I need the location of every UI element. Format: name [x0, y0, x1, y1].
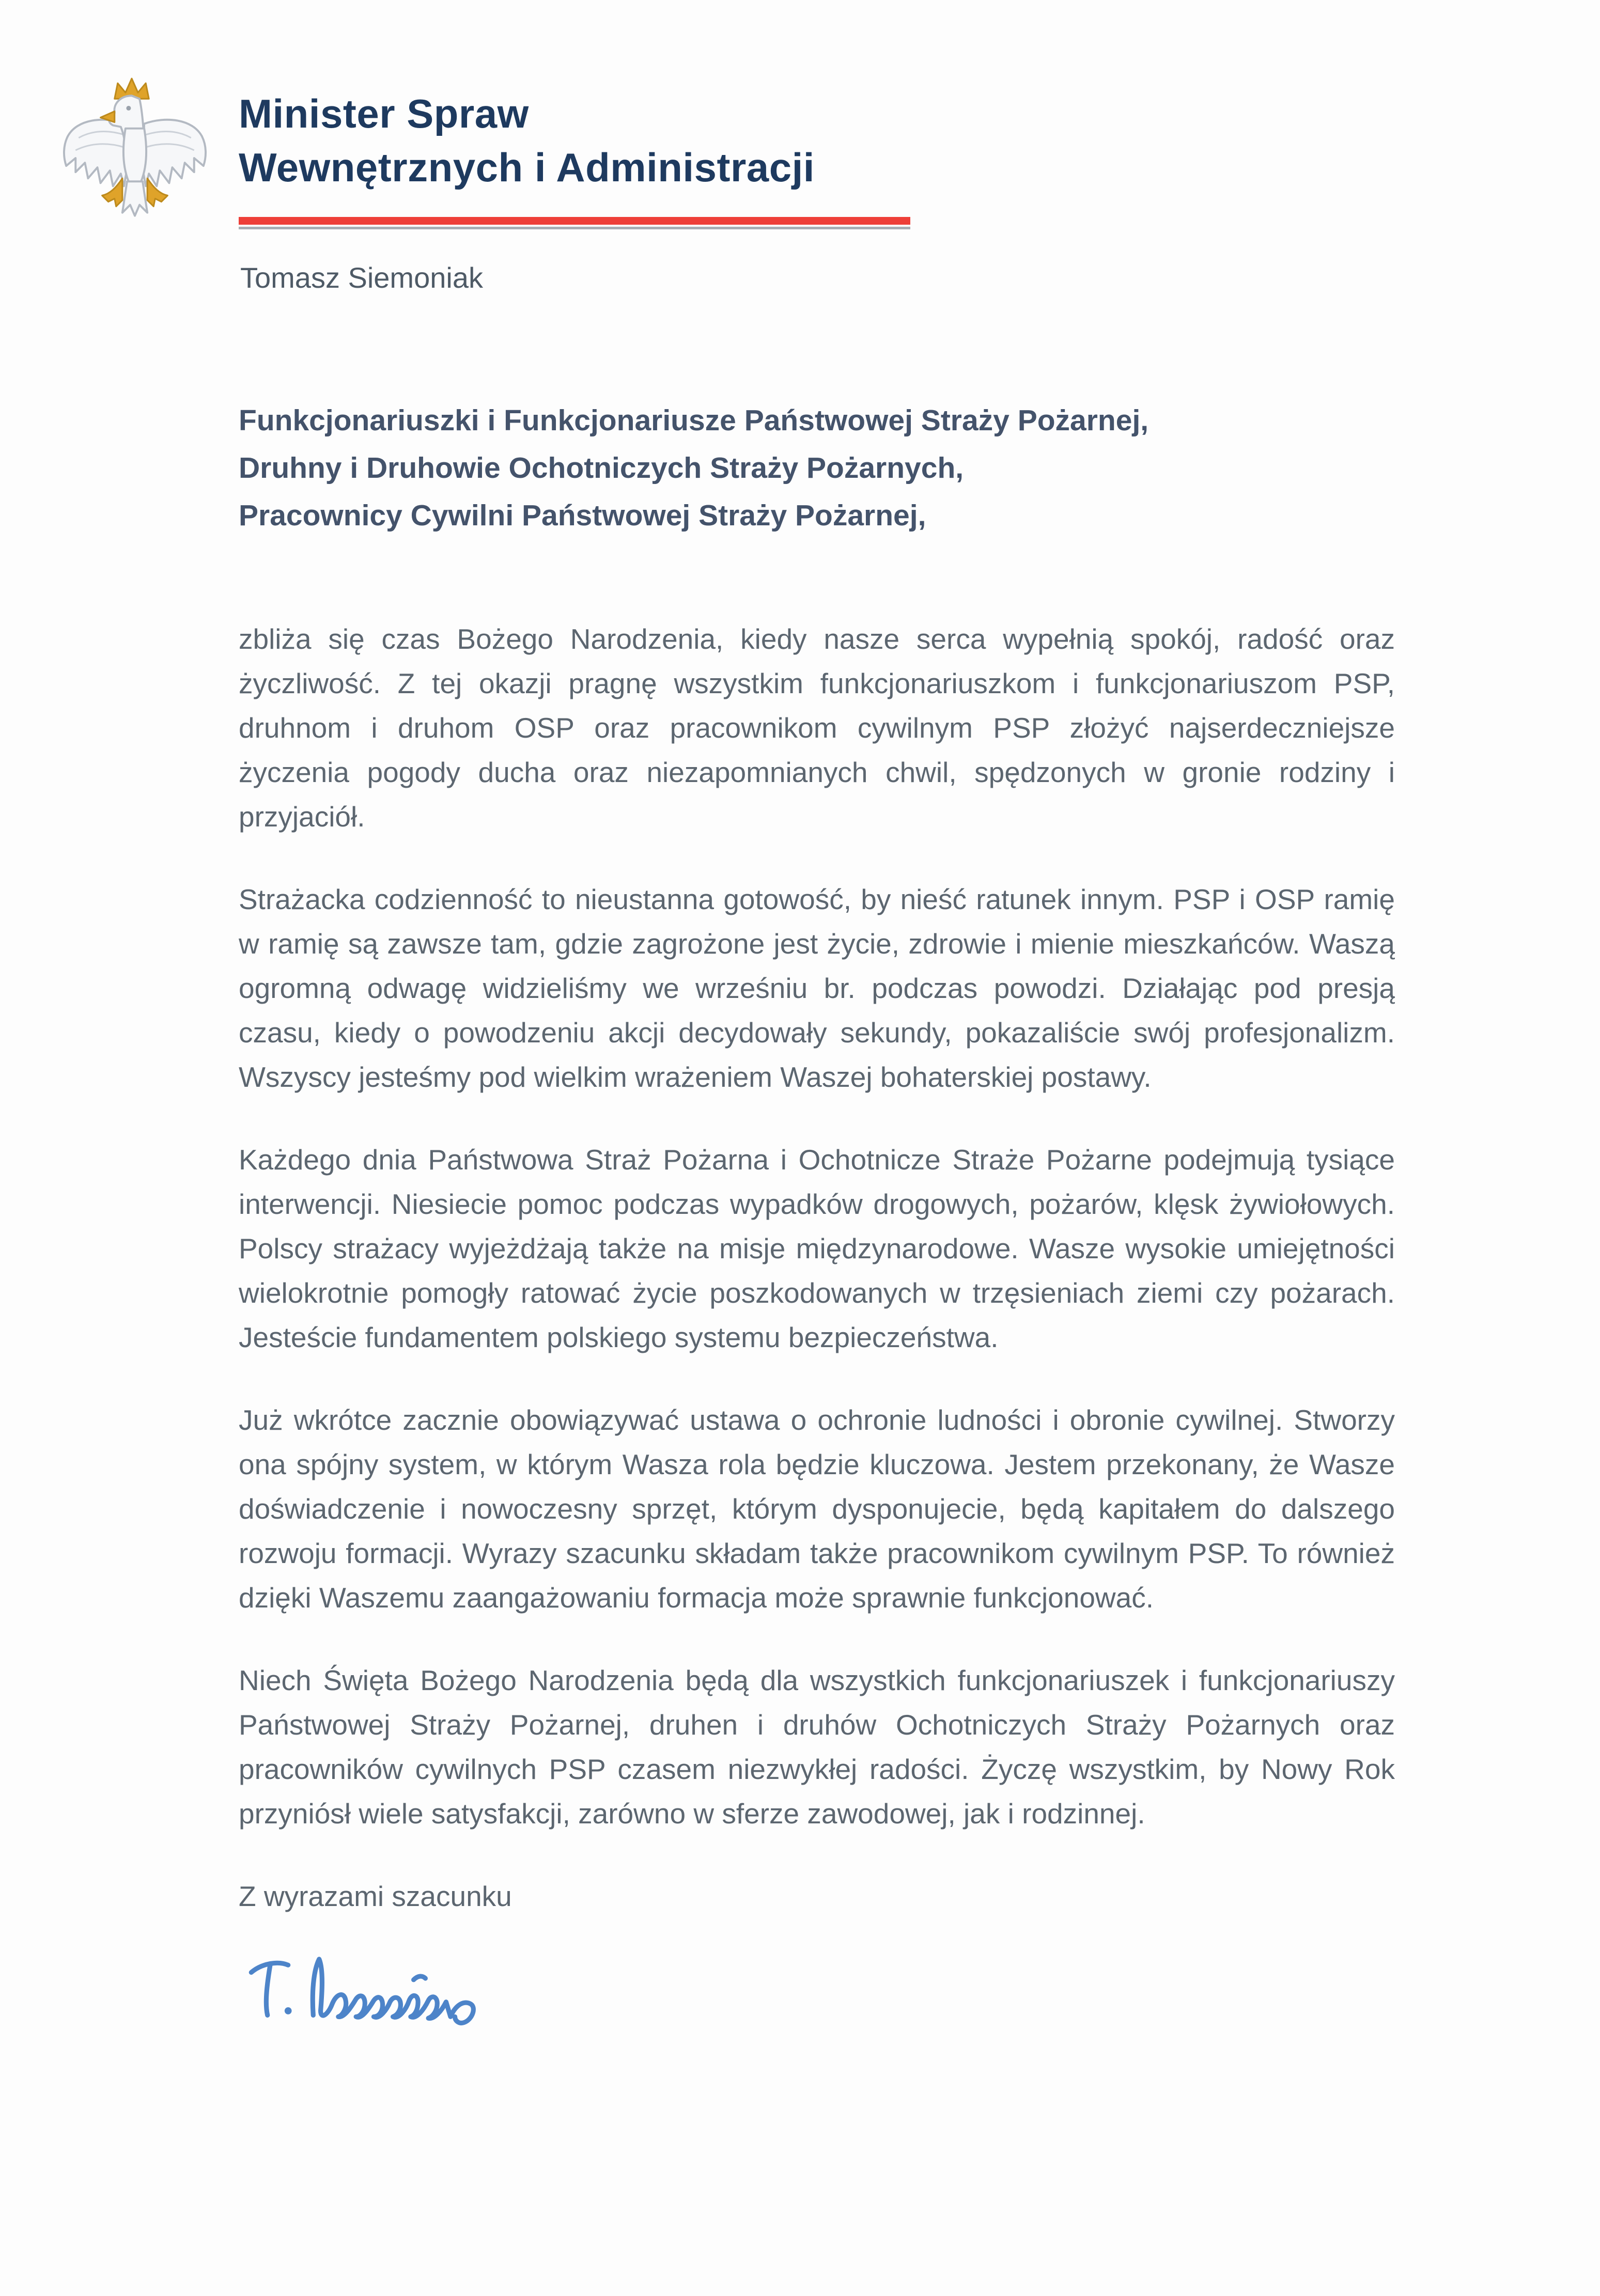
paragraph-3: Każdego dnia Państwowa Straż Pożarna i Ochotnicze Straże Pożarne podejmują tysiące interwencji. Niesiecie pomoc podczas wypadków drogowych, pożarów, klęsk żywiołowych. Polscy strażacy wyjeżdżają także na misje międzynarodowe. Wasze wysokie umiejętności wielokrotnie pomogły ratować życie poszkodowanych w trzęsieniach ziemi czy pożarach. Jesteście fundamentem polskiego systemu bezpieczeństwa.: [239, 1144, 1395, 1353]
paragraph-2: Strażacka codzienność to nieustanna gotowość, by nieść ratunek innym. PSP i OSP ramię w ramię są zawsze tam, gdzie zagrożone jest życie, zdrowie i mienie mieszkańców. Waszą ogromną odwagę widzieliśmy we wrześniu br. podczas powodzi. Działając pod presją czasu, kiedy o powodzeniu akcji decydowały sekundy, pokazaliście swój profesjonalizm. Wszyscy jesteśmy pod wielkim wrażeniem Waszej bohaterskiej postawy.: [239, 883, 1395, 1093]
ministry-header: [239, 87, 815, 194]
letter-body: [239, 397, 1395, 2040]
header-divider-red-line: [239, 217, 910, 225]
ministry-name-line1: Minister Spraw: [239, 91, 529, 136]
polish-eagle-emblem-icon: [57, 75, 213, 238]
salutation: [239, 397, 1395, 539]
ministry-name-line2: Wewnętrznych i Administracji: [239, 145, 815, 190]
salutation-line-2: Druhny i Druhowie Ochotniczych Straży Pożarnych,: [239, 451, 964, 485]
header-divider: [239, 217, 910, 229]
salutation-line-3: Pracownicy Cywilni Państwowej Straży Pożarnej,: [239, 499, 926, 532]
paragraph-4: Już wkrótce zacznie obowiązywać ustawa o ochronie ludności i obronie cywilnej. Stworzy ona spójny system, w którym Wasza rola będzie kluczowa. Jestem przekonany, że Wasze doświadczenie i nowoczesny sprzęt, którym dysponujecie, będą kapitałem do dalszego rozwoju formacji. Wyrazy szacunku składam także pracownikom cywilnym PSP. To również dzięki Waszemu zaangażowaniu formacja może sprawnie funkcjonować.: [239, 1404, 1395, 1614]
paragraph-1: zbliża się czas Bożego Narodzenia, kiedy nasze serca wypełnią spokój, radość oraz życzliwość. Z tej okazji pragnę wszystkim funkcjonariuszkom i funkcjonariuszom PSP, druhnom i druhom OSP oraz pracownikom cywilnym PSP złożyć najserdeczniejsze życzenia pogody ducha oraz niezapomnianych chwil, spędzonych w gronie rodziny i przyjaciół.: [239, 623, 1395, 833]
signature-handwriting: [239, 1937, 580, 2040]
closing-phrase: Z wyrazami szacunku: [239, 1880, 512, 1912]
sender-name: Tomasz Siemoniak: [240, 261, 483, 294]
salutation-line-1: Funkcjonariuszki i Funkcjonariusze Państwowej Straży Pożarnej,: [239, 404, 1149, 437]
paragraph-5: Niech Święta Bożego Narodzenia będą dla wszystkich funkcjonariuszek i funkcjonariuszy Państwowej Straży Pożarnej, druhen i druhów Ochotniczych Straży Pożarnych oraz pracowników cywilnych PSP czasem niezwykłej radości. Życzę wszystkim, by Nowy Rok przyniósł wiele satysfakcji, zarówno w sferze zawodowej, jak i rodzinnej.: [239, 1664, 1395, 1830]
header-divider-gray-line: [239, 227, 910, 229]
